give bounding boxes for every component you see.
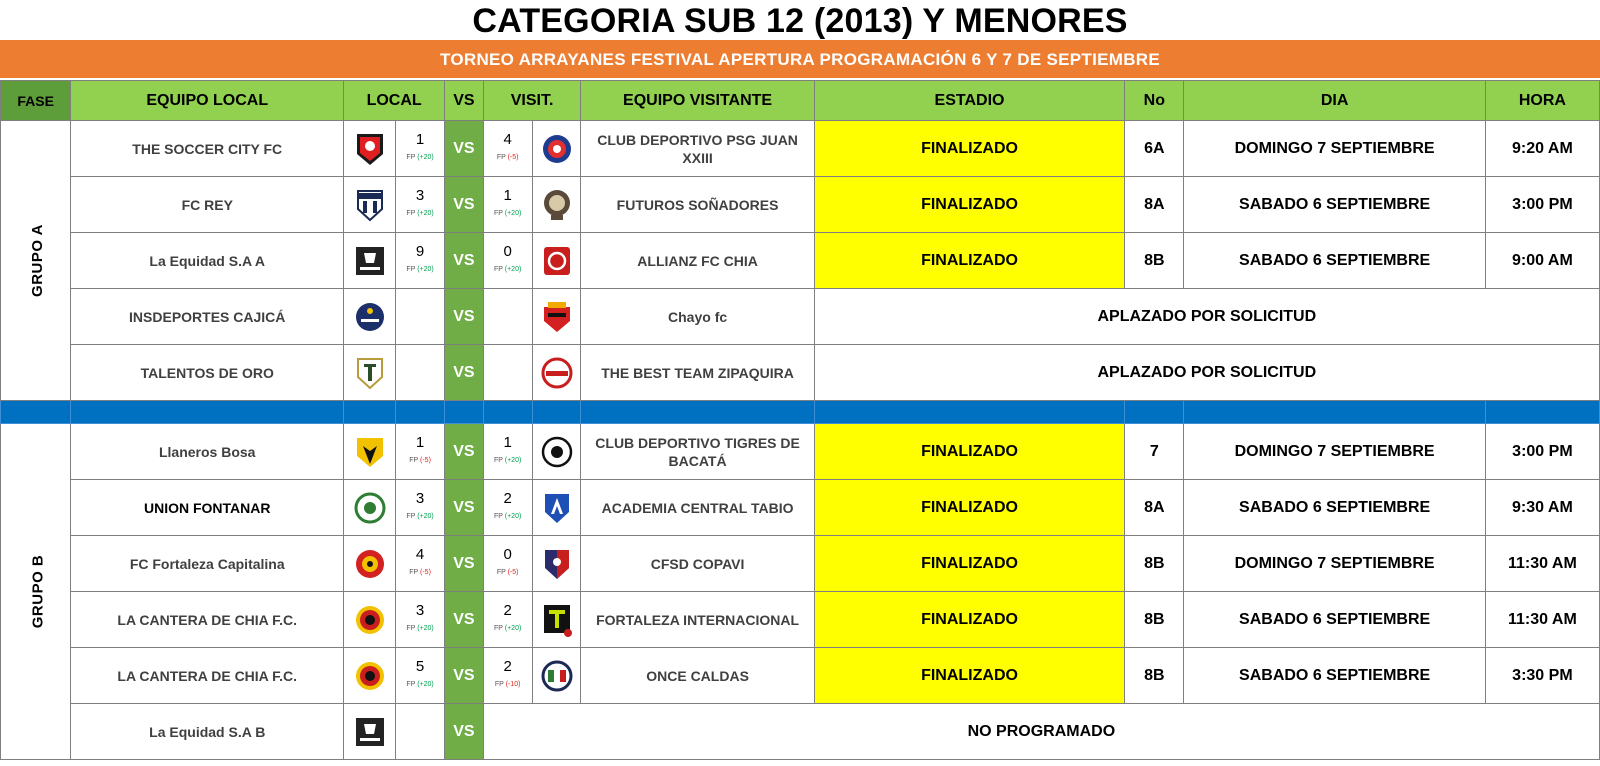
match-status: APLAZADO POR SOLICITUD — [814, 345, 1599, 401]
copavi-crest-icon — [540, 555, 574, 572]
header-no: No — [1125, 81, 1184, 121]
local-score-fair-play: FP (+20) — [406, 266, 434, 273]
header-equipo-visitante: EQUIPO VISITANTE — [581, 81, 814, 121]
visit-score — [483, 289, 532, 345]
match-row — [1, 121, 1600, 177]
vs-cell: VS — [445, 592, 484, 648]
visit-score-fair-play: FP (-5) — [496, 569, 519, 576]
match-time: 11:30 AM — [1485, 592, 1599, 648]
team-crest-cell — [532, 424, 581, 480]
team-crest-cell — [532, 648, 581, 704]
match-time: 9:30 AM — [1485, 480, 1599, 536]
team-crest-cell — [344, 704, 396, 760]
match-row — [1, 648, 1600, 704]
vs-cell: VS — [445, 536, 484, 592]
group-label-a — [1, 121, 71, 401]
local-score-goals: 3 — [415, 187, 425, 204]
team-crest-cell — [344, 424, 396, 480]
visit-score-fair-play: FP (+20) — [494, 625, 522, 632]
header-hora: HORA — [1485, 81, 1599, 121]
match-time: 3:00 PM — [1485, 424, 1599, 480]
stadium-status: FINALIZADO — [814, 121, 1125, 177]
match-row — [1, 480, 1600, 536]
best-team-crest-icon — [540, 364, 574, 381]
match-row — [1, 177, 1600, 233]
local-score — [396, 177, 445, 233]
local-team-name: LA CANTERA DE CHIA F.C. — [71, 592, 344, 648]
stadium-status: FINALIZADO — [814, 177, 1125, 233]
talentos-de-oro-crest-icon — [353, 364, 387, 381]
visit-team-name: CFSD COPAVI — [581, 536, 814, 592]
allianz-chia-crest-icon — [540, 252, 574, 269]
vs-cell: VS — [445, 704, 484, 760]
visit-team-name: CLUB DEPORTIVO PSG JUAN XXIII — [581, 121, 814, 177]
la-cantera-chia-crest-icon — [353, 611, 387, 628]
visit-score-goals: 2 — [503, 602, 512, 619]
team-crest-cell — [344, 289, 396, 345]
team-crest-cell — [532, 233, 581, 289]
separator-cell — [483, 401, 532, 424]
visit-score — [483, 592, 532, 648]
visit-score-goals: 2 — [503, 490, 512, 507]
vs-cell: VS — [445, 480, 484, 536]
match-time: 9:00 AM — [1485, 233, 1599, 289]
separator-cell — [1184, 401, 1485, 424]
futuros-sonadores-crest-icon — [540, 196, 574, 213]
match-status: APLAZADO POR SOLICITUD — [814, 289, 1599, 345]
tigres-bacata-crest-icon — [540, 443, 574, 460]
header-local: LOCAL — [344, 81, 445, 121]
visit-score-fair-play: FP (+20) — [494, 457, 522, 464]
local-team-name: FC Fortaleza Capitalina — [71, 536, 344, 592]
separator-cell — [581, 401, 814, 424]
local-score — [396, 121, 445, 177]
match-day: SABADO 6 SEPTIEMBRE — [1184, 177, 1485, 233]
separator-cell — [344, 401, 396, 424]
psg-juan-xxiii-crest-icon — [540, 140, 574, 157]
team-crest-cell — [532, 345, 581, 401]
local-team-name: La Equidad S.A A — [71, 233, 344, 289]
match-time: 3:00 PM — [1485, 177, 1599, 233]
field-number: 6A — [1125, 121, 1184, 177]
stadium-status: FINALIZADO — [814, 648, 1125, 704]
header-estadio: ESTADIO — [814, 81, 1125, 121]
llaneros-bosa-crest-icon — [353, 443, 387, 460]
match-day: DOMINGO 7 SEPTIEMBRE — [1184, 424, 1485, 480]
match-row — [1, 704, 1600, 760]
visit-score-goals: 0 — [503, 546, 512, 563]
local-score-fair-play: FP (-5) — [409, 569, 431, 576]
local-score — [396, 289, 445, 345]
local-team-name: INSDEPORTES CAJICÁ — [71, 289, 344, 345]
vs-cell: VS — [445, 424, 484, 480]
visit-score-fair-play: FP (+20) — [494, 210, 522, 217]
visit-score — [483, 424, 532, 480]
local-score-fair-play: FP (+20) — [406, 625, 434, 632]
match-day: SABADO 6 SEPTIEMBRE — [1184, 233, 1485, 289]
la-equidad-crest-icon — [353, 252, 387, 269]
la-equidad-crest-icon — [353, 723, 387, 740]
local-score — [396, 233, 445, 289]
match-day: SABADO 6 SEPTIEMBRE — [1184, 480, 1485, 536]
local-score-goals: 3 — [415, 490, 425, 507]
visit-team-name: ONCE CALDAS — [581, 648, 814, 704]
match-time: 3:30 PM — [1485, 648, 1599, 704]
local-score — [396, 424, 445, 480]
local-score-fair-play: FP (+20) — [406, 513, 434, 520]
insdeportes-crest-icon — [353, 308, 387, 325]
visit-score-goals: 0 — [503, 243, 512, 260]
visit-score — [483, 121, 532, 177]
separator-cell — [1, 401, 71, 424]
match-time: 11:30 AM — [1485, 536, 1599, 592]
union-fontanar-crest-icon — [353, 499, 387, 516]
schedule-table — [0, 80, 1600, 760]
local-score-goals: 9 — [415, 243, 425, 260]
local-team-name: FC REY — [71, 177, 344, 233]
visit-score-fair-play: FP (-5) — [496, 154, 519, 161]
match-time: 9:20 AM — [1485, 121, 1599, 177]
vs-cell: VS — [445, 233, 484, 289]
stadium-status: FINALIZADO — [814, 592, 1125, 648]
match-row — [1, 592, 1600, 648]
match-day: SABADO 6 SEPTIEMBRE — [1184, 648, 1485, 704]
header-row — [1, 81, 1600, 121]
local-score — [396, 648, 445, 704]
team-crest-cell — [344, 648, 396, 704]
tournament-banner: TORNEO ARRAYANES FESTIVAL APERTURA PROGRAMACIÓN 6 Y 7 DE SEPTIEMBRE — [0, 40, 1600, 78]
page-title: CATEGORIA SUB 12 (2013) Y MENORES — [472, 2, 1128, 40]
vs-cell: VS — [445, 345, 484, 401]
visit-score-fair-play: FP (-10) — [494, 681, 521, 688]
soccer-city-crest-icon — [353, 140, 387, 157]
separator-cell — [1485, 401, 1599, 424]
separator-cell — [532, 401, 581, 424]
match-status: NO PROGRAMADO — [483, 704, 1599, 760]
team-crest-cell — [344, 592, 396, 648]
visit-team-name: ALLIANZ FC CHIA — [581, 233, 814, 289]
fc-rey-crest-icon — [353, 196, 387, 213]
local-score-goals: 5 — [415, 658, 425, 675]
visit-team-name: FORTALEZA INTERNACIONAL — [581, 592, 814, 648]
match-day: DOMINGO 7 SEPTIEMBRE — [1184, 121, 1485, 177]
match-row — [1, 233, 1600, 289]
stadium-status: FINALIZADO — [814, 480, 1125, 536]
header-equipo-local: EQUIPO LOCAL — [71, 81, 344, 121]
local-team-name: TALENTOS DE ORO — [71, 345, 344, 401]
group-name: GRUPO B — [29, 554, 47, 628]
match-row — [1, 424, 1600, 480]
visit-team-name: FUTUROS SOÑADORES — [581, 177, 814, 233]
visit-score-fair-play: FP (+20) — [494, 266, 522, 273]
fortaleza-internacional-crest-icon — [540, 611, 574, 628]
field-number: 8B — [1125, 536, 1184, 592]
local-team-name: La Equidad S.A B — [71, 704, 344, 760]
vs-cell: VS — [445, 289, 484, 345]
local-score-fair-play: FP (+20) — [406, 681, 434, 688]
team-crest-cell — [532, 480, 581, 536]
field-number: 7 — [1125, 424, 1184, 480]
visit-score — [483, 233, 532, 289]
stadium-status: FINALIZADO — [814, 424, 1125, 480]
team-crest-cell — [532, 592, 581, 648]
field-number: 8B — [1125, 233, 1184, 289]
team-crest-cell — [344, 177, 396, 233]
local-team-name: THE SOCCER CITY FC — [71, 121, 344, 177]
field-number: 8A — [1125, 480, 1184, 536]
local-score — [396, 592, 445, 648]
stadium-status: FINALIZADO — [814, 233, 1125, 289]
visit-score-goals: 4 — [503, 131, 512, 148]
local-score-fair-play: FP (+20) — [406, 154, 434, 161]
team-crest-cell — [344, 345, 396, 401]
match-row — [1, 289, 1600, 345]
local-score — [396, 480, 445, 536]
team-crest-cell — [532, 177, 581, 233]
visit-score — [483, 536, 532, 592]
team-crest-cell — [344, 536, 396, 592]
local-score — [396, 536, 445, 592]
header-visit: VISIT. — [483, 81, 581, 121]
group-label-b — [1, 424, 71, 760]
match-row — [1, 345, 1600, 401]
visit-team-name: CLUB DEPORTIVO TIGRES DE BACATÁ — [581, 424, 814, 480]
visit-score-goals: 2 — [503, 658, 512, 675]
match-row — [1, 536, 1600, 592]
match-day: DOMINGO 7 SEPTIEMBRE — [1184, 536, 1485, 592]
visit-team-name: ACADEMIA CENTRAL TABIO — [581, 480, 814, 536]
field-number: 8A — [1125, 177, 1184, 233]
visit-score — [483, 177, 532, 233]
local-score-goals: 1 — [415, 434, 425, 451]
visit-score-goals: 1 — [503, 187, 512, 204]
header-vs: VS — [445, 81, 484, 121]
group-name: GRUPO A — [28, 223, 46, 297]
once-caldas-crest-icon — [540, 667, 574, 684]
separator-cell — [814, 401, 1125, 424]
local-team-name: LA CANTERA DE CHIA F.C. — [71, 648, 344, 704]
team-crest-cell — [344, 233, 396, 289]
team-crest-cell — [532, 536, 581, 592]
field-number: 8B — [1125, 592, 1184, 648]
team-crest-cell — [532, 289, 581, 345]
local-score-fair-play: FP (-5) — [409, 457, 431, 464]
visit-score-goals: 1 — [503, 434, 512, 451]
local-score-fair-play: FP (+20) — [406, 210, 434, 217]
local-score — [396, 704, 445, 760]
local-score-goals: 3 — [415, 602, 425, 619]
team-crest-cell — [344, 121, 396, 177]
vs-cell: VS — [445, 121, 484, 177]
stadium-status: FINALIZADO — [814, 536, 1125, 592]
visit-score — [483, 648, 532, 704]
local-score — [396, 345, 445, 401]
local-score-goals: 1 — [415, 131, 425, 148]
vs-cell: VS — [445, 648, 484, 704]
local-score-goals: 4 — [415, 546, 425, 563]
local-team-name: Llaneros Bosa — [71, 424, 344, 480]
field-number: 8B — [1125, 648, 1184, 704]
visit-team-name: THE BEST TEAM ZIPAQUIRA — [581, 345, 814, 401]
visit-score — [483, 480, 532, 536]
group-separator — [1, 401, 1600, 424]
separator-cell — [1125, 401, 1184, 424]
team-crest-cell — [344, 480, 396, 536]
fortaleza-capitalina-crest-icon — [353, 555, 387, 572]
separator-cell — [71, 401, 344, 424]
visit-score-fair-play: FP (+20) — [494, 513, 522, 520]
header-dia: DIA — [1184, 81, 1485, 121]
vs-cell: VS — [445, 177, 484, 233]
academia-tabio-crest-icon — [540, 499, 574, 516]
la-cantera-chia-crest-icon — [353, 667, 387, 684]
local-team-name: UNION FONTANAR — [71, 480, 344, 536]
chayo-fc-crest-icon — [540, 308, 574, 325]
header-fase: FASE — [1, 81, 71, 121]
team-crest-cell — [532, 121, 581, 177]
visit-team-name: Chayo fc — [581, 289, 814, 345]
match-day: SABADO 6 SEPTIEMBRE — [1184, 592, 1485, 648]
separator-cell — [396, 401, 445, 424]
separator-cell — [445, 401, 484, 424]
visit-score — [483, 345, 532, 401]
